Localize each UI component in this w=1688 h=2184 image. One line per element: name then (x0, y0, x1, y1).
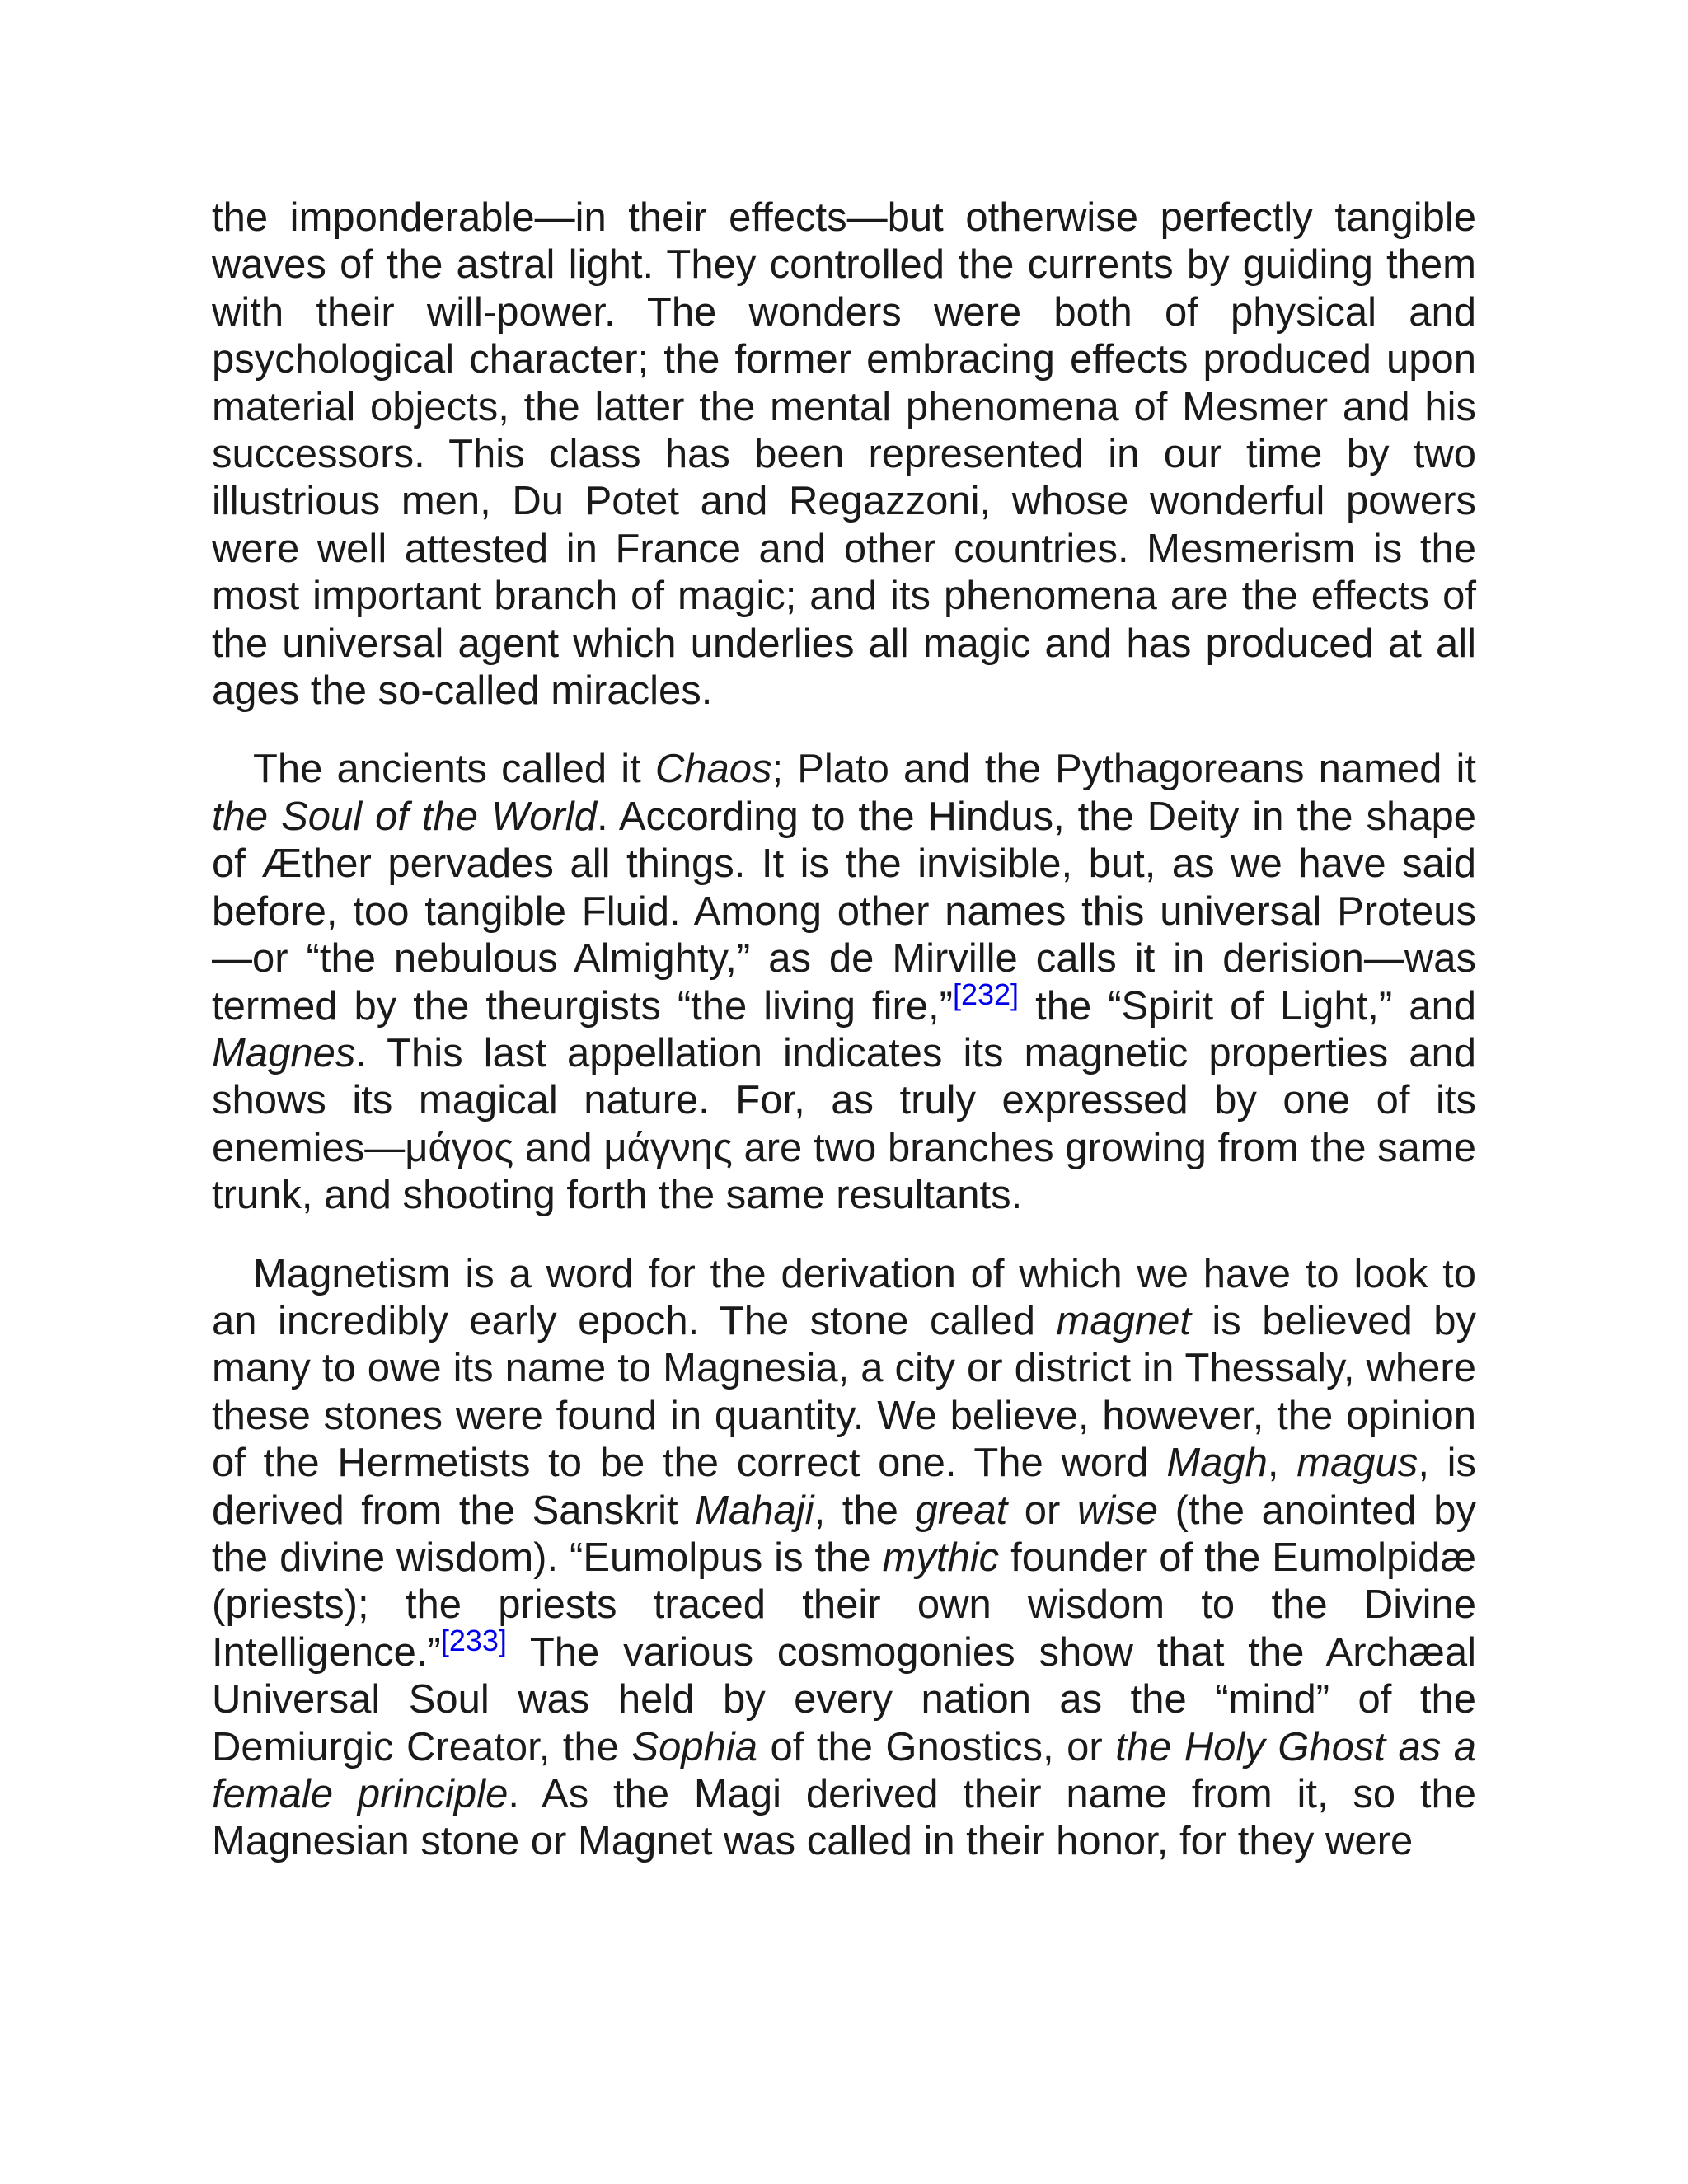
text-segment: The ancients called it (253, 747, 655, 792)
text-segment: the imponderable—in their effects—but otherwise perfectly tangible waves of the astral light. They controlled the currents by guiding them with their will-power. The wonders were both of physical and psychological character; the former embracing effects produced upon material objects, the latter the mental phenomena of Mesmer and his successors. This class has been represented in our time by two illustrious men, Du Potet and Regazzoni, whose wonderful powers were well attested in France and other countries. Mesmerism is the most important branch of magic; and its phenomena are the effects of the universal agent which underlies all magic and has produced at all ages the so-called miracles. (212, 195, 1476, 714)
text-segment: . This last appellation indicates its magnetic properties and shows its magical nature. For, as truly expressed by one of its enemies—μάγος and μάγνης are two branches growing from the same trunk, and shooting forth the same resultants. (212, 1030, 1476, 1218)
text-segment: The various cosmogonies show that the Archæal Universal Soul was held by every nation as the “mind” of the Demiurgic Creator, the (212, 1629, 1476, 1769)
text-segment: founder of the Eumolpidæ (priests); the priests traced their own wisdom to the Divine Intelligence.” (212, 1535, 1476, 1675)
document-page (212, 194, 1476, 1897)
text-segment: , the (814, 1488, 916, 1533)
text-segment: or (1007, 1488, 1077, 1533)
footnote-link[interactable]: [232] (952, 977, 1020, 1011)
text-segment: of the Gnostics, or (757, 1724, 1116, 1769)
italic-text: magus (1296, 1441, 1418, 1486)
footnote-link[interactable]: [233] (440, 1623, 507, 1657)
italic-text: the Soul of the World (212, 794, 597, 839)
italic-text: the Holy Ghost as a female principle (212, 1724, 1476, 1816)
paragraph (212, 194, 1476, 715)
italic-text: Magnes (212, 1030, 356, 1076)
text-segment: . According to the Hindus, the Deity in the shape of Æther pervades all things. It is the invisible, but, as we have said before, too tangible Fluid. Among other names this universal Proteus—or “the nebulous Almighty,” as de Mirville calls it in derision—was termed by the theurgists “the living fire,” (212, 794, 1476, 1029)
italic-text: Mahaji (695, 1488, 814, 1533)
italic-text: Magh (1166, 1441, 1268, 1486)
text-segment: (the anointed by the divine wisdom). “Eumolpus is the (212, 1488, 1476, 1580)
text-segment: the “Spirit of Light,” and (1019, 983, 1476, 1029)
italic-text: wise (1076, 1488, 1158, 1533)
italic-text: mythic (882, 1535, 1000, 1580)
paragraph (212, 1251, 1476, 1866)
text-segment: is believed by many to owe its name to Magnesia, a city or district in Thessaly, where these stones were found in quantity. We believe, however, the opinion of the Hermetists to be the correct one. The word (212, 1298, 1476, 1486)
italic-text: magnet (1056, 1298, 1191, 1343)
text-segment: , is derived from the Sanskrit (212, 1441, 1476, 1533)
italic-text: Sophia (631, 1724, 757, 1769)
paragraph (212, 746, 1476, 1219)
text-segment: , (1267, 1441, 1297, 1486)
text-segment: Magnetism is a word for the derivation of which we have to look to an incredibly early epoch. The stone called (212, 1251, 1476, 1343)
italic-text: Chaos (654, 747, 772, 792)
text-segment: ; Plato and the Pythagoreans named it (771, 747, 1476, 792)
text-segment: . As the Magi derived their name from it, so the Magnesian stone or Magnet was called in their honor, for they were (212, 1772, 1476, 1864)
italic-text: great (915, 1488, 1008, 1533)
